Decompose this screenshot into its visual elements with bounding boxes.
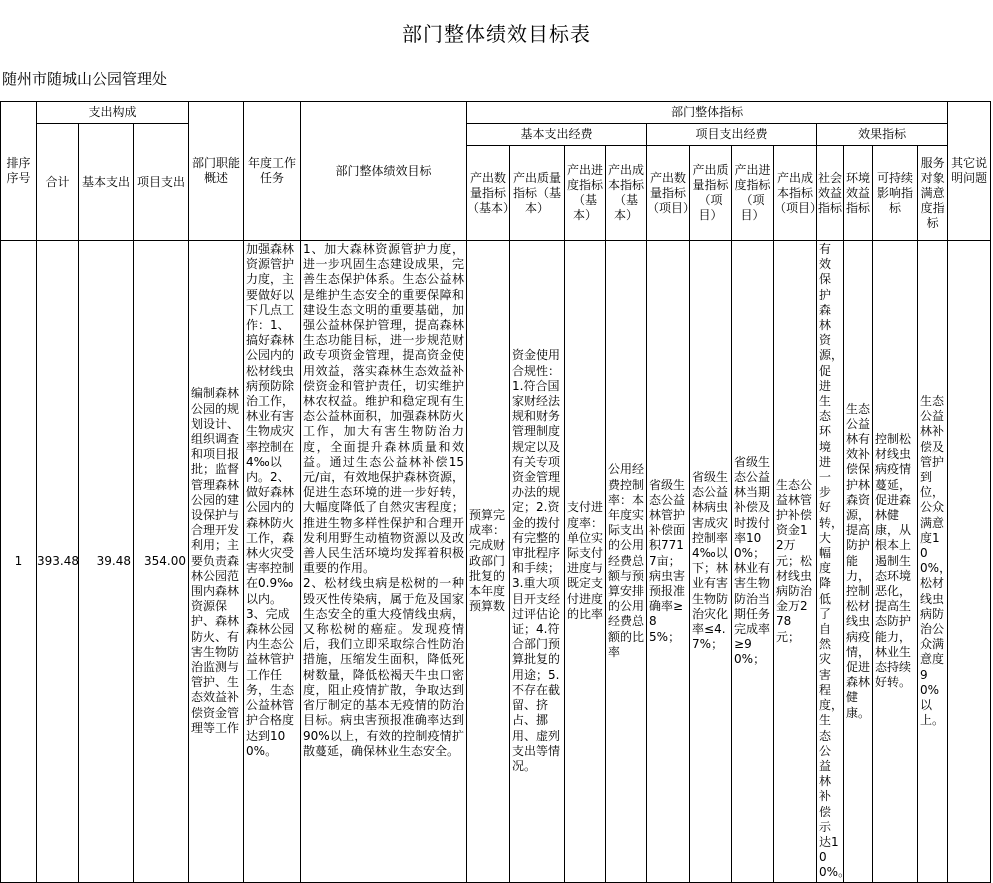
header-p-output-qty: 产出数量指标（项目） xyxy=(647,146,690,241)
header-p-output-progress: 产出进度指标（项目） xyxy=(732,146,774,241)
header-seq: 排序序号 xyxy=(1,102,37,241)
header-b-output-cost: 产出成本指标（基本） xyxy=(606,146,647,241)
org-name: 随州市随城山公园管理处 xyxy=(2,70,168,88)
row-social-benefit: 有效保护森林资源，促进生态环境进一步好转，大幅度降低了自然灾害程度，生态公益林补偿示达100%。 xyxy=(817,241,844,883)
header-total: 合计 xyxy=(37,124,79,241)
header-p-output-cost: 产出成本指标（项目） xyxy=(774,146,817,241)
header-env-benefit: 环境效益指标 xyxy=(844,146,873,241)
row-annual-tasks: 加强森林资源管护力度，主要做好以下几点工作：1、搞好森林公园内的松材线虫病预防除治工作，林业有害生物成灾率控制在4‰以内。2、做好森林公园内的森林防火工作，森林火灾受害率控制在0.9‰以内。3、完成森林公园内生态公益林管护工作任务，生态公益林管护合格度达到100%。 xyxy=(244,241,301,883)
header-social-benefit: 社会效益指标 xyxy=(817,146,844,241)
header-b-output-progress: 产出进度指标（基本） xyxy=(565,146,606,241)
header-sustain-impact: 可持续影响指标 xyxy=(873,146,918,241)
row-dept-goals-p2: 2、松材线虫病是松树的一种毁灭性传染病，属于危及国家生态安全的重大疫情线虫病，又称松树的癌症。发现疫情后，我们立即采取综合性防治措施，压缩发生面积，降低死树数量，降低松褐天牛虫口密度，阻止疫情扩散，争取达到省厅制定的基本无疫情的防治目标。病虫害预报准确率达到90%以上，有效的控制疫情扩散蔓延，确保林业生态安全。 xyxy=(303,576,465,758)
row-dept-goals xyxy=(301,241,467,883)
row-p-output-quality: 省级生态公益林病虫害成灾控制率4‰以下；林业有害生物防治灾化率≤4.7%； xyxy=(690,241,732,883)
row-project-expense: 354.00 xyxy=(134,241,189,883)
header-b-output-qty: 产出数量指标（基本） xyxy=(467,146,510,241)
row-sustain-impact: 控制松材线虫病疫情蔓延，促进森林健康，从根本上遏制生态环境恶化，提高生态防护能力，林业生态持续好转。 xyxy=(873,241,918,883)
header-other-notes: 其它说明问题 xyxy=(948,102,991,241)
header-project-expense-group: 项目支出经费 xyxy=(647,124,817,146)
header-dept-goals: 部门整体绩效目标 xyxy=(301,102,467,241)
header-basic-expense: 基本支出 xyxy=(79,124,134,241)
row-p-output-cost: 生态公益林管护补偿资金12万元；松材线虫病防治金万278元； xyxy=(774,241,817,883)
row-dept-function: 编制森林公园的规划设计、组织调查和项目报批；监督管理森林公园的建设保护与合理开发利用；主要负责森林公园范围内森林资源保护、森林防火、有害生物防治监测与管护、生态效益补偿资金管理等工作 xyxy=(189,241,244,883)
table-row xyxy=(1,241,991,883)
row-other-notes xyxy=(948,241,991,883)
header-project-expense: 项目支出 xyxy=(134,124,189,241)
row-total: 393.48 xyxy=(37,241,79,883)
row-satisfaction: 生态公益林补偿及管护到位，公众满意度100%，松材线虫病防治公众满意度90%以上。 xyxy=(918,241,948,883)
header-dept-indicators: 部门整体指标 xyxy=(467,102,948,124)
header-p-output-quality: 产出质量指标（项目） xyxy=(690,146,732,241)
header-benefit-indicators: 效果指标 xyxy=(817,124,948,146)
row-p-output-qty: 省级生态公益林管护补偿面积7717亩；病虫害预报准确率≥85%； xyxy=(647,241,690,883)
page-title: 部门整体绩效目标表 xyxy=(402,22,591,46)
row-p-output-progress: 省级生态公益林当期补偿及时拨付率100%；林业有害生物防治当期任务完成率≥90%； xyxy=(732,241,774,883)
row-b-output-qty: 预算完成率：完成财政部门批复的本年度预算数 xyxy=(467,241,510,883)
row-basic-expense: 39.48 xyxy=(79,241,134,883)
header-annual-tasks: 年度工作任务 xyxy=(244,102,301,241)
row-seq: 1 xyxy=(1,241,37,883)
row-b-output-cost: 公用经费控制率：本年度实际支出的公用经费总额与预算安排的公用经费总额的比率 xyxy=(606,241,647,883)
header-basic-expense-group: 基本支出经费 xyxy=(467,124,647,146)
row-b-output-progress: 支付进度率：单位实际支付进度与既定支付进度的比率 xyxy=(565,241,606,883)
row-b-output-quality: 资金使用合规性：1.符合国家财经法规和财务管理制度规定以及有关专项资金管理办法的规定；2.资金的拨付有完整的审批程序和手续；3.重大项目开支经过评估论证；4.符合部门预算批复的用途；5.不存在截留、挤占、挪用、虚列支出等情况。 xyxy=(510,241,565,883)
header-satisfaction: 服务对象满意度指标 xyxy=(918,146,948,241)
row-dept-goals-p1: 1、加大森林资源管护力度，进一步巩固生态建设成果，完善生态保护体系。生态公益林是维护生态安全的重要保障和建设生态文明的重要基础，加强公益林保护管理，提高森林生态功能目标，进一步规范财政专项资金管理，提高资金使用效益，落实森林生态效益补偿资金和管护责任，切实维护林农权益。维护和稳定现有生态公益林面积，加强森林防火工作，加大有害生物防治力度，全面提升森林质量和效益。通过生态公益林补偿15元/亩，有效地保护森林资源，促进生态环境的进一步好转，大幅度降低了自然灾害程度；推进生物多样性保护和合理开发利用野生动植物资源以及改善人民生活环境均发挥着积极重要的作用。 xyxy=(303,242,465,576)
row-env-benefit: 生态公益林有效补偿保护林森资源，提高防护能力，控制松材线虫病疫情，促进森林健康。 xyxy=(844,241,873,883)
performance-table xyxy=(0,101,991,883)
header-expense-composition: 支出构成 xyxy=(37,102,189,124)
header-dept-function: 部门职能概述 xyxy=(189,102,244,241)
header-b-output-quality: 产出质量指标（基本） xyxy=(510,146,565,241)
